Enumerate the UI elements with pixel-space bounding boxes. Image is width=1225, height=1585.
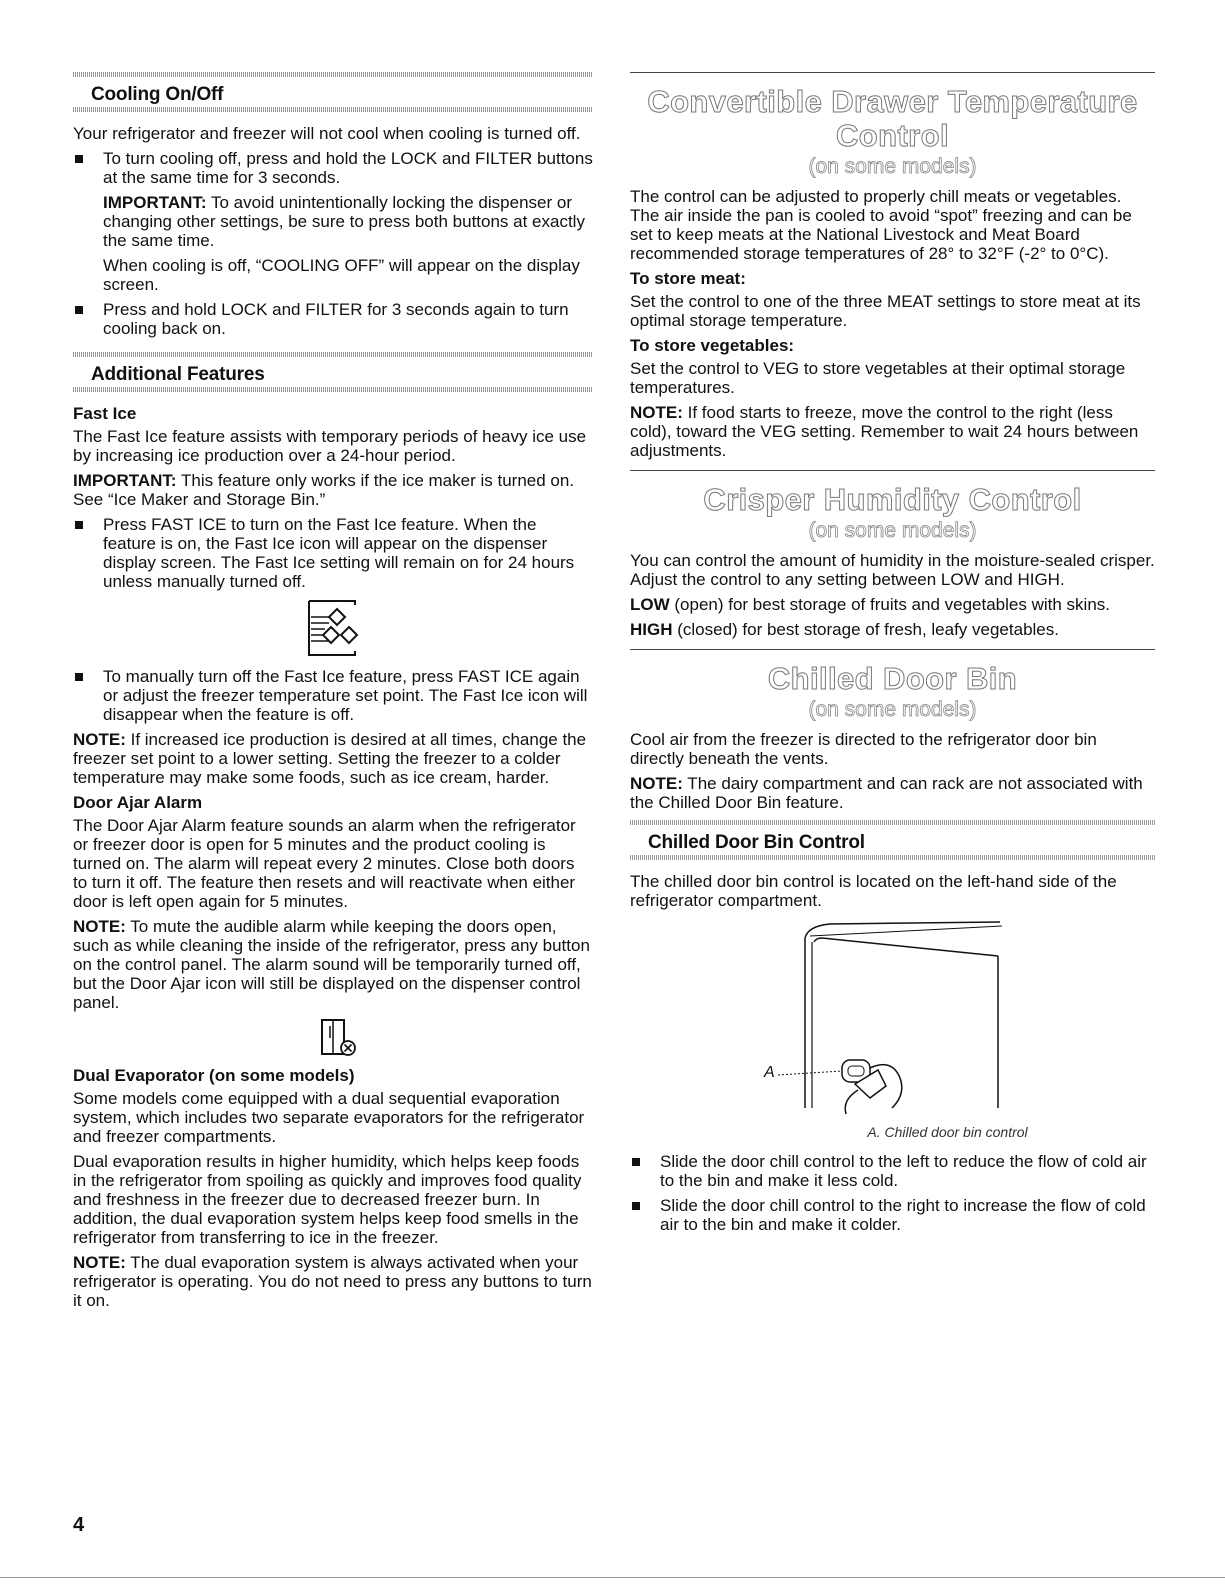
crisper-low: LOW (open) for best storage of fruits and vegetables with skins.	[630, 595, 1110, 614]
cooling-when-off: When cooling is off, “COOLING OFF” will appear on the display screen.	[103, 256, 580, 294]
door-ajar-note: NOTE: To mute the audible alarm while keeping the doors open, such as while cleaning the inside of the refrigerator, press any button on the control panel. The alarm sound will be temporarily turned off, but the Door Ajar icon will still be displayed on the dispenser control panel.	[73, 917, 590, 1012]
dual-evaporator-p1: Some models come equipped with a dual sequential evaporation system, which includes two separate evaporators for the refrigerator and freezer compartments.	[73, 1089, 585, 1146]
crisper-heading: Crisper Humidity Control	[703, 482, 1082, 517]
right-column	[630, 72, 1155, 1240]
crisper-intro: You can control the amount of humidity in the moisture-sealed crisper. Adjust the control to any setting between LOW and HIGH.	[630, 551, 1155, 589]
chilled-heading: Chilled Door Bin	[767, 661, 1018, 696]
page-number: 4	[73, 1514, 85, 1536]
convertible-subheading: (on some models)	[808, 155, 977, 178]
cooling-bullet-1: To turn cooling off, press and hold the LOCK and FILTER buttons at the same time for 3 seconds. IMPORTANT: To avoid unintentionally locking the dispenser or changing other settings, be sure to press both buttons at exactly the same time. When cooling is off, “COOLING OFF” will appear on the display screen.	[73, 149, 593, 294]
door-ajar-icon	[318, 1018, 358, 1058]
section-divider	[630, 470, 1155, 471]
convertible-intro: The control can be adjusted to properly chill meats or vegetables. The air inside the pan is cooled to avoid “spot” freezing and can be set to keep meats at the National Livestock and Meat Board recommended storage temperatures of 28° to 32°F (-2° to 0°C).	[630, 187, 1132, 263]
left-column	[73, 72, 593, 1316]
fast-ice-note: NOTE: If increased ice production is desired at all times, change the freezer set point to a lower setting. Setting the freezer to a colder temperature may make some foods, such as ice cream, harder.	[73, 730, 587, 787]
store-veg-title: To store vegetables:	[630, 336, 795, 355]
crisper-subheading: (on some models)	[808, 519, 977, 542]
callout-a-label: A	[764, 1064, 775, 1081]
chilled-note: NOTE: The dairy compartment and can rack are not associated with the Chilled Door Bin feature.	[630, 774, 1143, 812]
fast-ice-icon	[303, 597, 363, 659]
additional-heading-bar	[73, 352, 593, 392]
additional-heading: Additional Features	[91, 364, 265, 385]
chilled-control-heading: Chilled Door Bin Control	[648, 832, 865, 853]
chilled-bullet-1: Slide the door chill control to the left to reduce the flow of cold air to the bin and make it less cold.	[630, 1152, 1155, 1190]
bottom-rule	[0, 1577, 1225, 1578]
store-veg-text: Set the control to VEG to store vegetables at their optimal storage temperatures.	[630, 359, 1126, 397]
fast-ice-intro: The Fast Ice feature assists with temporary periods of heavy ice use by increasing ice production over a 24-hour period.	[73, 427, 587, 465]
chilled-intro: Cool air from the freezer is directed to the refrigerator door bin directly beneath the vents.	[630, 730, 1097, 768]
fast-ice-title: Fast Ice	[73, 404, 137, 423]
chilled-bullet-2: Slide the door chill control to the right to increase the flow of cold air to the bin and make it colder.	[630, 1196, 1155, 1234]
dual-evaporator-p2: Dual evaporation results in higher humidity, which helps keep foods in the refrigerator from spoiling as quickly and improves food quality and freshness in the freezer due to decreased freezer burn. In addition, the dual evaporation system helps keep food smells in the refrigerator from transferring to ice in the freezer.	[73, 1152, 582, 1247]
dual-evaporator-note: NOTE: The dual evaporation system is always activated when your refrigerator is operating. You do not need to press any buttons to turn it on.	[73, 1253, 592, 1310]
store-meat-text: Set the control to one of the three MEAT settings to store meat at its optimal storage temperature.	[630, 292, 1141, 330]
cooling-important: IMPORTANT: To avoid unintentionally locking the dispenser or changing other settings, be sure to press both buttons at exactly the same time.	[103, 193, 585, 250]
cooling-bullet-2: Press and hold LOCK and FILTER for 3 seconds again to turn cooling back on.	[73, 300, 593, 338]
chilled-subheading: (on some models)	[808, 698, 977, 721]
door-ajar-title: Door Ajar Alarm	[73, 793, 203, 812]
fast-ice-bullet-1: Press FAST ICE to turn on the Fast Ice feature. When the feature is on, the Fast Ice icon will appear on the dispenser display screen. The Fast Ice setting will remain on for 24 hours unless manually turned off.	[73, 515, 593, 591]
cooling-heading-bar	[73, 72, 593, 112]
chilled-bin-figure	[630, 918, 1155, 1118]
store-meat-title: To store meat:	[630, 269, 746, 288]
section-divider	[630, 649, 1155, 650]
cooling-intro: Your refrigerator and freezer will not cool when cooling is turned off.	[73, 124, 581, 143]
convertible-note: NOTE: If food starts to freeze, move the control to the right (less cold), toward the VEG setting. Remember to wait 24 hours between adjustments.	[630, 403, 1139, 460]
crisper-high: HIGH (closed) for best storage of fresh, leafy vegetables.	[630, 620, 1059, 639]
figure-caption: A. Chilled door bin control	[867, 1124, 1028, 1140]
chilled-bin-illustration	[630, 918, 1155, 1118]
chilled-control-text: The chilled door bin control is located on the left-hand side of the refrigerator compartment.	[630, 872, 1117, 910]
door-ajar-text: The Door Ajar Alarm feature sounds an alarm when the refrigerator or freezer door is open for 5 minutes and the product cooling is turned on. The alarm will repeat every 2 minutes. Close both doors to turn it off. The feature then resets and will reactivate when either door is left open again for 5 minutes.	[73, 816, 576, 911]
section-divider	[630, 72, 1155, 73]
fast-ice-important: IMPORTANT: This feature only works if the ice maker is turned on. See “Ice Maker and Storage Bin.”	[73, 471, 575, 509]
fast-ice-bullet-2: To manually turn off the Fast Ice feature, press FAST ICE again or adjust the freezer temperature set point. The Fast Ice icon will disappear when the feature is off.	[73, 667, 593, 724]
cooling-heading: Cooling On/Off	[91, 84, 224, 105]
convertible-heading: Convertible Drawer Temperature Control	[647, 84, 1138, 153]
dual-evaporator-title: Dual Evaporator (on some models)	[73, 1066, 355, 1085]
chilled-control-heading-bar	[630, 820, 1155, 860]
cooling-bullets	[73, 149, 593, 338]
